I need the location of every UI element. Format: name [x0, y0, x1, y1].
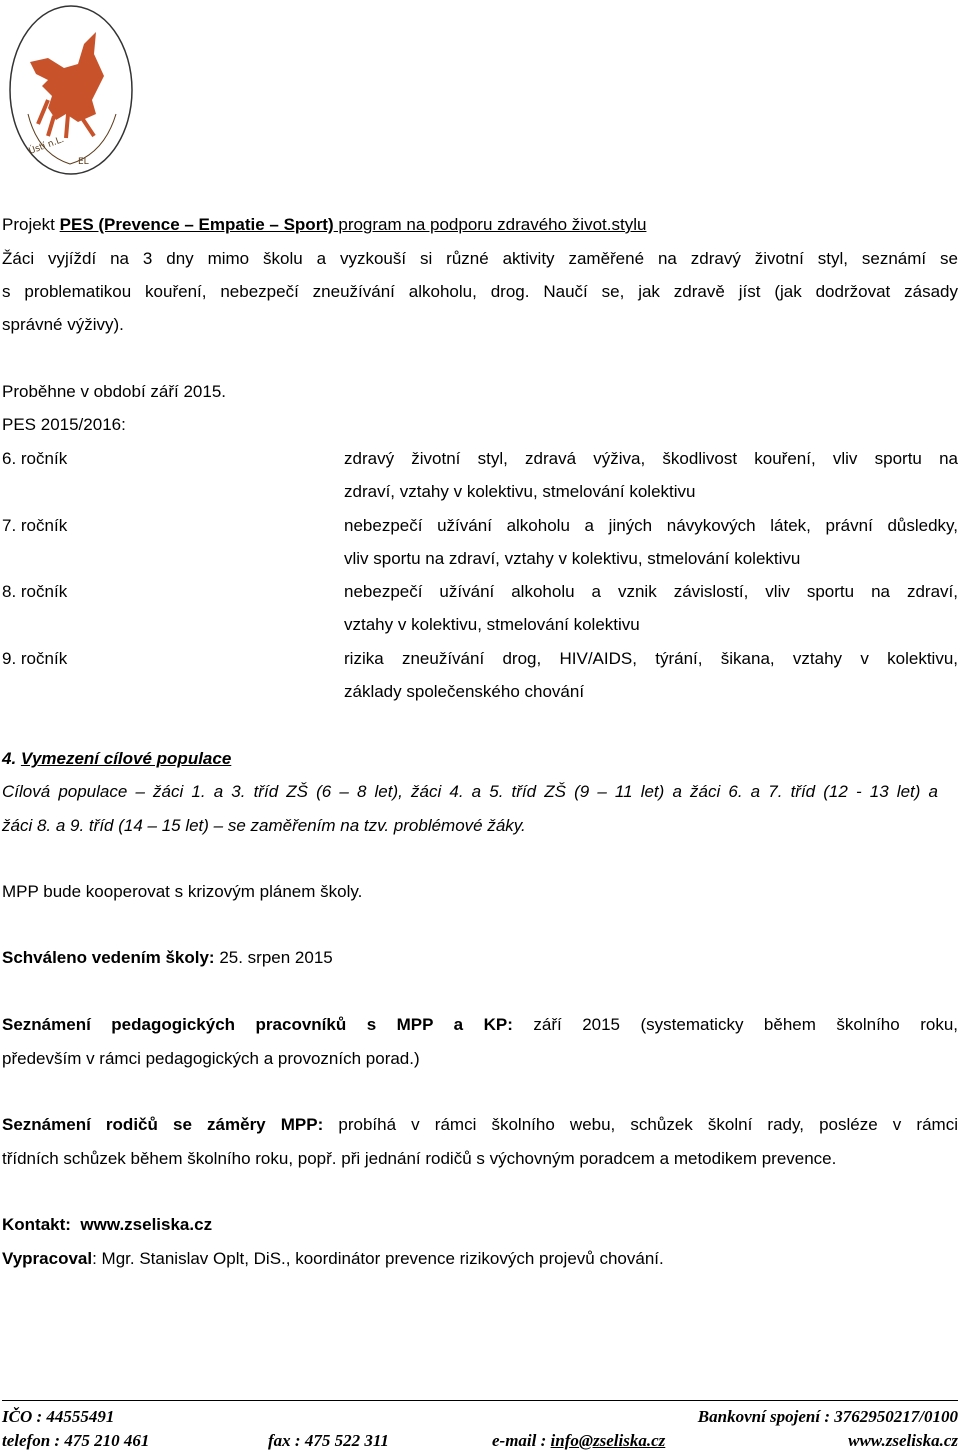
footer-web-link[interactable]: www.zseliska.cz [848, 1431, 958, 1450]
parents-line-1 [2, 1114, 958, 1136]
intro-paragraph-line-3: správné výživy). [2, 315, 124, 334]
staff-line-1-rest: září 2015 (systematicky během školního roku, [512, 1015, 958, 1034]
prepared-label: Vypracoval [2, 1249, 93, 1268]
parents-line-1-rest: probíhá v rámci školního webu, schůzek školní rady, posléze v rámci [323, 1115, 958, 1134]
approved-line [2, 947, 333, 969]
contact-line [2, 1214, 212, 1236]
grade-9-line-2: základy společenského chování [344, 682, 585, 701]
grade-6-line-1: zdravý životní styl, zdravá výživa, škodlivost kouření, vliv sportu na [344, 449, 958, 468]
parents-line-2: třídních schůzek během školního roku, popř. při jednání rodičů s výchovným poradcem a metodikem prevence. [2, 1149, 837, 1168]
mpp-cooperation: MPP bude kooperovat s krizovým plánem školy. [2, 882, 363, 901]
grade-6-label: 6. ročník [2, 449, 68, 468]
grade-7-description [344, 509, 958, 575]
grade-8-line-1: nebezpečí užívání alkoholu a vznik závislostí, vliv sportu na zdraví, [344, 582, 958, 601]
prepared-line [2, 1248, 664, 1270]
footer-email-link[interactable]: info@zseliska.cz [550, 1431, 666, 1450]
target-population-line-1: Cílová populace – žáci 1. a 3. tříd ZŠ (6 – 8 let), žáci 4. a 5. tříd ZŠ (9 – 11 let) a žáci 6. a 7. tříd (12 - 13 let) a [2, 782, 938, 801]
contact-link[interactable]: www.zseliska.cz [80, 1215, 213, 1234]
footer-email [492, 1431, 665, 1451]
grade-9-line-1: rizika zneužívání drog, HIV/AIDS, týrání, šikana, vztahy v kolektivu, [344, 649, 958, 668]
staff-label: Seznámení pedagogických pracovníků s MPP a KP: [2, 1015, 513, 1034]
contact-label: Kontakt: [2, 1215, 71, 1234]
project-heading-rest: program na podporu zdravého život.stylu [333, 215, 647, 234]
grade-8-description [344, 575, 958, 641]
staff-line-2: především v rámci pedagogických a provozních porad.) [2, 1049, 420, 1068]
approved-label: Schváleno vedením školy: [2, 948, 220, 967]
school-logo-fox-icon [8, 4, 134, 176]
pes-year: PES 2015/2016: [2, 415, 126, 434]
svg-text:Ústí n.L.: Ústí n.L. [27, 134, 66, 157]
grade-8-line-2: vztahy v kolektivu, stmelování kolektivu [344, 615, 640, 634]
footer-fax: fax : 475 522 311 [268, 1431, 389, 1450]
footer-phone: telefon : 475 210 461 [2, 1431, 150, 1450]
grade-7-line-2: vliv sportu na zdraví, vztahy v kolektivu, stmelování kolektivu [344, 549, 801, 568]
footer-bank: Bankovní spojení : 3762950217/0100 [697, 1407, 958, 1426]
footer-divider [2, 1400, 958, 1401]
grade-9-description [344, 642, 958, 708]
project-name: PES (Prevence – Empatie – Sport) [59, 215, 334, 234]
section-4-heading [2, 748, 231, 770]
svg-text:EL: EL [78, 157, 89, 167]
intro-paragraph-line-1: Žáci vyjíždí na 3 dny mimo školu a vyzkouší si různé aktivity zaměřené na zdravý životní styl, seznámí se [2, 249, 958, 268]
grade-7-label: 7. ročník [2, 516, 68, 535]
project-heading-prefix: Projekt [2, 215, 60, 234]
grade-9-label: 9. ročník [2, 649, 68, 668]
period-text: Proběhne v období září 2015. [2, 382, 226, 401]
project-heading [2, 214, 646, 236]
section-4-title: Vymezení cílové populace [20, 749, 232, 768]
prepared-value: : Mgr. Stanislav Oplt, DiS., koordinátor prevence rizikových projevů chování. [92, 1249, 664, 1268]
parents-label: Seznámení rodičů se záměry MPP: [2, 1115, 324, 1134]
approved-value: 25. srpen 2015 [219, 948, 333, 967]
grade-7-line-1: nebezpečí užívání alkoholu a jiných návykových látek, právní důsledky, [344, 516, 958, 535]
school-logo [8, 4, 134, 176]
target-population-line-2: žáci 8. a 9. tříd (14 – 15 let) – se zaměřením na tzv. problémové žáky. [2, 816, 526, 835]
footer-ico: IČO : 44555491 [2, 1407, 115, 1426]
footer-email-label: e-mail : [492, 1431, 551, 1450]
staff-line-1 [2, 1014, 958, 1036]
grade-8-label: 8. ročník [2, 582, 68, 601]
intro-paragraph-line-2: s problematikou kouření, nebezpečí zneužívání alkoholu, drog. Naučí se, jak zdravě jíst (jak dodržovat zásady [2, 282, 958, 301]
grade-6-description [344, 442, 958, 508]
section-4-number: 4. [2, 749, 21, 768]
grade-6-line-2: zdraví, vztahy v kolektivu, stmelování kolektivu [344, 482, 696, 501]
